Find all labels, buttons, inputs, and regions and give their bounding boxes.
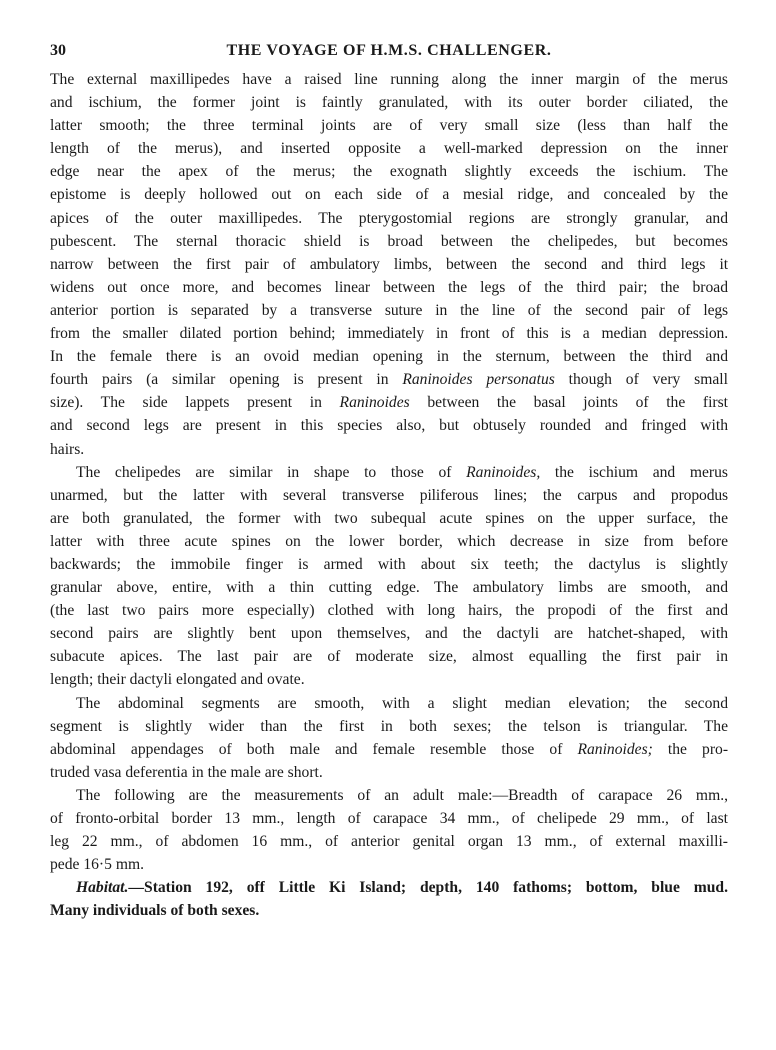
running-title: THE VOYAGE OF H.M.S. CHALLENGER. [226,42,552,59]
text-line: second pairs are slightly bent upon themselves, and the dactyli are hatchet-shaped, with [50,625,728,643]
text-line: The external maxillipedes have a raised line running along the inner margin of the merus [50,71,728,88]
habitat-label: Habitat. [76,879,129,897]
taxon-name: Raninoides, [466,463,541,481]
text-run: the pro- [652,740,729,758]
paragraph-measurements [50,784,728,876]
text-line [50,461,728,484]
text-line: pubescent. The sternal thoracic shield is broad between the chelipedes, but becomes [50,232,728,250]
text-line: truded vasa deferentia in the male are short. [50,763,323,781]
text-line [50,391,728,414]
text-line: leg 22 mm., of abdomen 16 mm., of anterior genital organ 13 mm., of external maxilli- [50,833,728,851]
text-run: the ischium and merus [540,463,728,481]
text-line: from the smaller dilated portion behind; immediately in front of this is a median depression. [50,325,728,343]
paragraph-chelipedes [50,461,728,692]
page [50,42,728,922]
text-line: and second legs are present in this species also, but obtusely rounded and fringed with [50,417,728,435]
text-run: between the basal joints of the first [409,394,729,412]
text-run: The chelipedes are similar in shape to those of [76,463,467,481]
text-line: backwards; the immobile finger is armed with about six teeth; the dactylus is slightly [50,555,728,573]
running-head [50,42,728,68]
text-line [50,876,728,899]
text-line: Many individuals of both sexes. [50,902,260,920]
text-line [50,368,728,391]
text-run: abdominal appendages of both male and female resemble those of [50,740,578,758]
text-line: unarmed, but the latter with several transverse piliferous lines; the carpus and propodus [50,486,728,504]
text-run: though of very small [554,371,728,389]
text-line: The abdominal segments are smooth, with a slight median elevation; the second [76,694,728,712]
text-line: segment is slightly wider than the first in both sexes; the telson is triangular. The [50,717,728,735]
taxon-name: Raninoides [339,394,410,412]
text-line: latter with three acute spines on the lower border, which decrease in size from before [50,532,728,550]
text-line: pede 16·5 mm. [50,856,144,874]
text-line: apices of the outer maxillipedes. The pterygostomial regions are strongly granular, and [50,209,728,227]
text-line: and ischium, the former joint is faintly granulated, with its outer border ciliated, the [50,94,728,112]
text-line: epistome is deeply hollowed out on each side of a mesial ridge, and concealed by the [50,186,728,204]
text-line: subacute apices. The last pair are of moderate size, almost equalling the first pair in [50,648,728,666]
text-line: The following are the measurements of an adult male:—Breadth of carapace 26 mm., [76,786,728,804]
text-line: In the female there is an ovoid median opening in the sternum, between the third and [50,348,728,366]
text-line: granular above, entire, with a thin cutting edge. The ambulatory limbs are smooth, and [50,579,728,597]
text-line: narrow between the first pair of ambulatory limbs, between the second and third legs it [50,255,728,273]
text-line: (the last two pairs more especially) clothed with long hairs, the propodi of the first and [50,602,728,620]
text-line: hairs. [50,440,85,458]
taxon-name: Raninoides; [577,740,653,758]
paragraph-habitat [50,876,728,922]
page-number: 30 [50,42,66,59]
paragraph-maxillipedes [50,68,728,461]
text-line [50,738,728,761]
text-line: latter smooth; the three terminal joints are of very small size (less than half the [50,117,728,135]
text-line: edge near the apex of the merus; the exognath slightly exceeds the ischium. The [50,163,728,181]
text-line: length of the merus), and inserted opposite a well-marked depression on the inner [50,140,728,158]
text-run: —Station 192, off Little Ki Island; depth, 140 fathoms; bottom, blue mud. [128,879,728,897]
body-text [50,68,728,922]
text-line: widens out once more, and becomes linear between the legs of the third pair; the broad [50,278,728,296]
paragraph-abdomen [50,692,728,784]
text-line: of fronto-orbital border 13 mm., length of carapace 34 mm., of chelipede 29 mm., of last [50,810,728,827]
text-run: fourth pairs (a similar opening is present in [50,371,403,389]
text-line: are both granulated, the former with two subequal acute spines on the upper surface, the [50,509,728,527]
taxon-name: Raninoides personatus [402,371,555,389]
text-run: size). The side lappets present in [50,394,340,412]
text-line: anterior portion is separated by a transverse suture in the line of the second pair of legs [50,301,728,319]
text-line: length; their dactyli elongated and ovate. [50,671,305,689]
